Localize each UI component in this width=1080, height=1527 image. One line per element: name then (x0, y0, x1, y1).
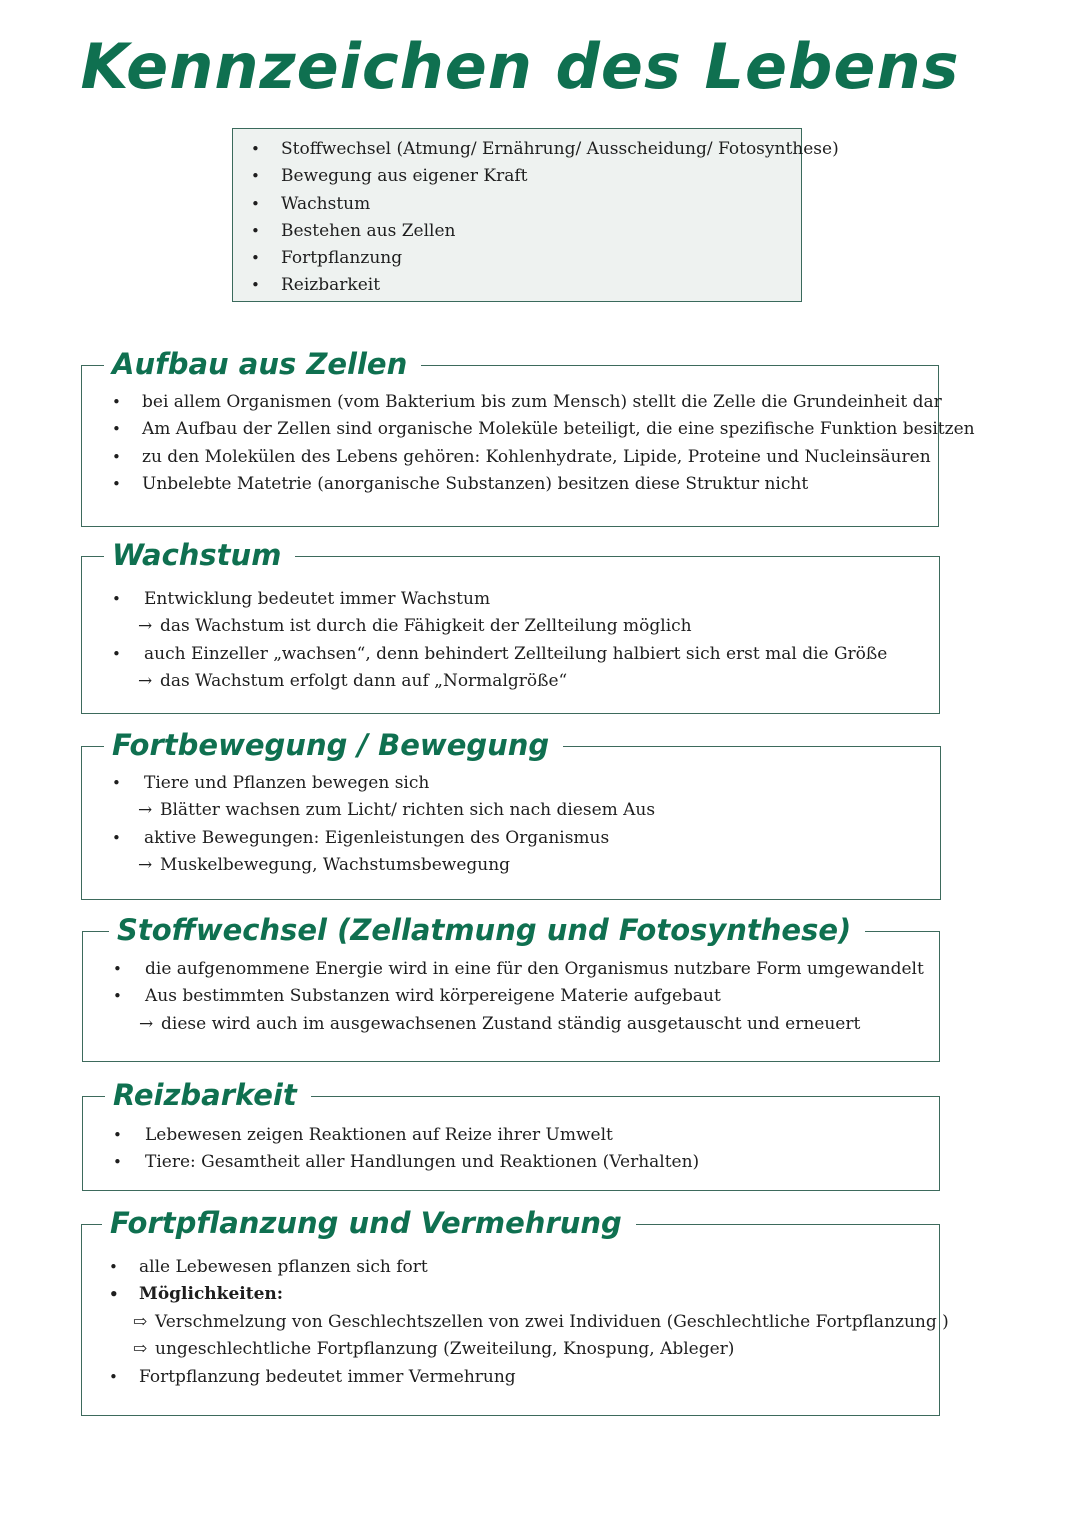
section-fortpflanzung (81, 1206, 949, 1416)
section-zellen (81, 347, 975, 527)
section-heading: Wachstum (104, 535, 295, 575)
section-heading: Stoffwechsel (Zellatmung und Fotosynthese) (109, 910, 865, 950)
section-heading: Fortbewegung / Bewegung (104, 725, 563, 765)
list-item: • Entwicklung bedeutet immer Wachstum (112, 586, 887, 613)
list-item: • Am Aufbau der Zellen sind organische Moleküle beteiligt, die eine spezifische Funktion besitzen (112, 416, 975, 443)
arrow-icon: → (138, 671, 153, 692)
summary-box (232, 128, 839, 302)
double-arrow-icon: ⇨ (133, 1339, 148, 1360)
arrow-icon: → (138, 800, 153, 821)
arrow-icon: → (139, 1013, 154, 1034)
list-subitem: → das Wachstum erfolgt dann auf „Normalgröße“ (112, 668, 887, 695)
page-title: Kennzeichen des Lebens (80, 30, 960, 103)
list-item: • zu den Molekülen des Lebens gehören: Kohlenhydrate, Lipide, Proteine und Nucleinsäuren (112, 444, 975, 471)
arrow-icon: → (138, 855, 153, 876)
section-reizbarkeit (82, 1078, 940, 1191)
arrow-icon: → (138, 616, 153, 637)
list-item: • Lebewesen zeigen Reaktionen auf Reize ihrer Umwelt (113, 1122, 699, 1149)
list-item: • die aufgenommene Energie wird in eine für den Organismus nutzbare Form umgewandelt (113, 956, 924, 983)
list-item: • Möglichkeiten: (109, 1281, 949, 1308)
list-subitem: → das Wachstum ist durch die Fähigkeit der Zellteilung möglich (112, 613, 887, 640)
list-subitem: → Blätter wachsen zum Licht/ richten sich nach diesem Aus (112, 797, 655, 824)
section-bewegung (81, 728, 941, 900)
double-arrow-icon: ⇨ (133, 1311, 148, 1332)
section-heading: Reizbarkeit (105, 1075, 311, 1115)
list-item: • auch Einzeller „wachsen“, denn behindert Zellteilung halbiert sich erst mal die Größe (112, 641, 887, 668)
summary-item: • Bewegung aus eigener Kraft (251, 163, 801, 190)
list-item: • bei allem Organismen (vom Bakterium bis zum Mensch) stellt die Zelle die Grundeinheit dar (112, 389, 975, 416)
summary-item: • Stoffwechsel (Atmung/ Ernährung/ Ausscheidung/ Fotosynthese) (251, 136, 801, 163)
list-item: • Fortpflanzung bedeutet immer Vermehrung (109, 1364, 949, 1391)
section-stoffwechsel (82, 913, 940, 1062)
list-item: • alle Lebewesen pflanzen sich fort (109, 1254, 949, 1281)
summary-item: • Fortpflanzung (251, 245, 801, 272)
summary-item: • Wachstum (251, 191, 801, 218)
list-item: • Unbelebte Matetrie (anorganische Substanzen) besitzen diese Struktur nicht (112, 471, 975, 498)
list-item: • Tiere und Pflanzen bewegen sich (112, 770, 655, 797)
list-subitem: → diese wird auch im ausgewachsenen Zustand ständig ausgetauscht und erneuert (113, 1011, 924, 1038)
list-item: • aktive Bewegungen: Eigenleistungen des Organismus (112, 825, 655, 852)
list-item: • Aus bestimmten Substanzen wird körpereigene Materie aufgebaut (113, 983, 924, 1010)
list-subitem: → Muskelbewegung, Wachstumsbewegung (112, 852, 655, 879)
section-wachstum (81, 538, 940, 714)
section-heading: Fortpflanzung und Vermehrung (102, 1203, 636, 1243)
summary-item: • Reizbarkeit (251, 272, 801, 299)
list-subitem: ⇨ Verschmelzung von Geschlechtszellen von zwei Individuen (Geschlechtliche Fortpflanzung ) (109, 1309, 949, 1336)
list-subitem: ⇨ ungeschlechtliche Fortpflanzung (Zweiteilung, Knospung, Ableger) (109, 1336, 949, 1363)
summary-item: • Bestehen aus Zellen (251, 218, 801, 245)
list-item: • Tiere: Gesamtheit aller Handlungen und Reaktionen (Verhalten) (113, 1149, 699, 1176)
section-heading: Aufbau aus Zellen (104, 344, 421, 384)
